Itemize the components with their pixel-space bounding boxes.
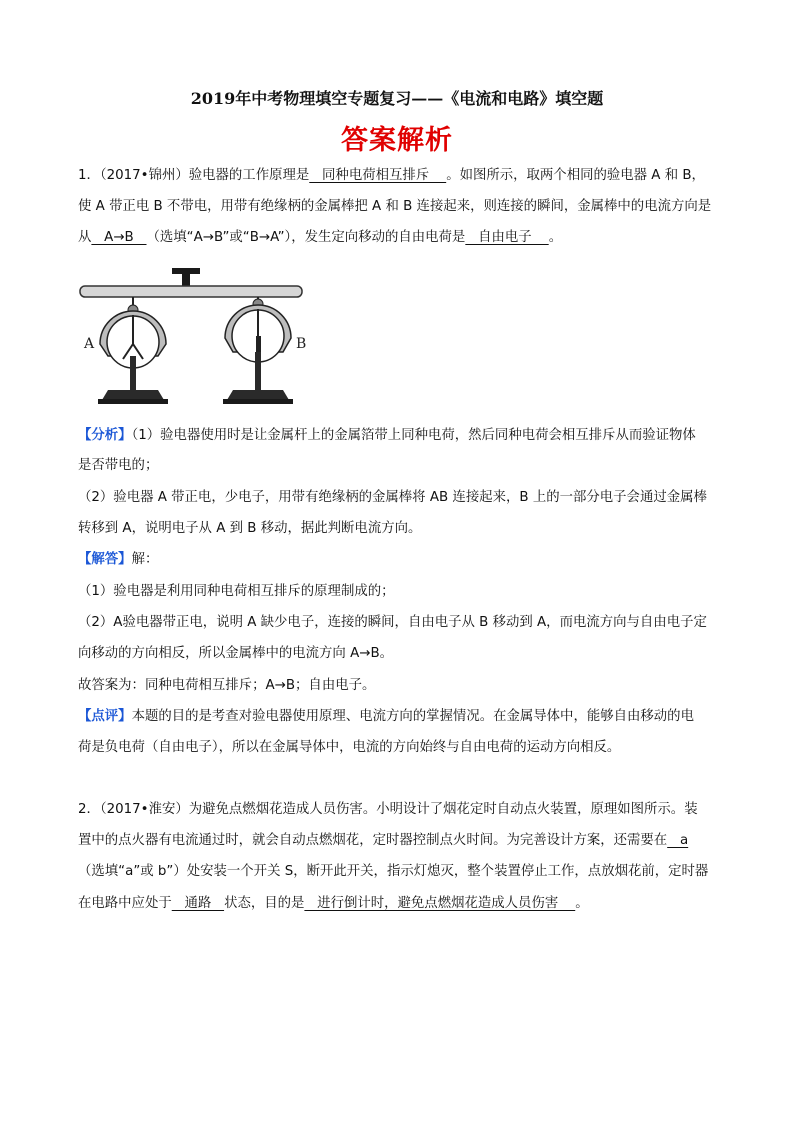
q1-analysis-line-2: 是否带电的；: [78, 458, 159, 473]
q1-analysis-line-1: [78, 426, 728, 446]
q1-answer-line-4: 故答案为：同种电荷相互排斥；A→B；自由电子。: [78, 678, 376, 693]
q1-comment-line-1: [78, 707, 728, 727]
q2-answer-blank-1: a: [667, 833, 689, 848]
q1-stem-text: 1．（2017•锦州）验电器的工作原理是: [78, 168, 310, 183]
q1-answer-line-2: （2）A验电器带正电，说明 A 缺少电子，连接的瞬间，自由电子从 B 移动到 A，而电流方向与自由电子定: [78, 615, 707, 630]
comment-text: 本题的目的是考查对验电器使用原理、电流方向的掌握情况。在金属导体中，能够自由移动的电: [131, 709, 694, 724]
q1-stem-text: 。如图所示，取两个相同的验电器 A 和 B，: [446, 168, 705, 183]
q1-analysis-line-3: （2）验电器 A 带正电，少电子，用带有绝缘柄的金属棒将 AB 连接起来，B 上的一部分电子会通过金属棒: [78, 490, 707, 505]
q2-answer-blank-2: 通路: [171, 896, 225, 911]
q1-answer-blank-3: 自由电子: [465, 230, 549, 245]
answer-tag: 【解答】: [78, 552, 132, 567]
q2-line-4: [78, 894, 728, 914]
q2-line-1: 2．（2017•淮安）为避免点燃烟花造成人员伤害。小明设计了烟花定时自动点火装置，原理如图所示。装: [78, 802, 698, 817]
q2-text: 在电路中应处于: [78, 896, 172, 911]
q2-text: 状态，目的是: [224, 896, 305, 911]
rod-handle-stem: [182, 273, 190, 287]
electroscope-b: [223, 297, 293, 404]
q2-line-2: [78, 831, 728, 851]
q2-text: 。: [575, 896, 589, 911]
electroscope-figure: [78, 262, 318, 412]
q1-answer-blank-2: A→B: [91, 230, 147, 245]
q2-answer-blank-3: 进行倒计时，避免点燃烟花造成人员伤害: [304, 896, 576, 911]
q1-stem-text: 从: [78, 230, 92, 245]
analysis-text: （1）验电器使用时是让金属杆上的金属箔带上同种电荷，然后同种电荷会相互排斥从而验证物体: [131, 428, 696, 443]
q1-answer-line-3: 向移动的方向相反，所以金属棒中的电流方向 A→B。: [78, 646, 394, 661]
q1-answer-line-1: （1）验电器是利用同种电荷相互排斥的原理制成的；: [78, 584, 395, 599]
q1-comment-line-2: 荷是负电荷（自由电子），所以在金属导体中，电流的方向始终与自由电荷的运动方向相反。: [78, 740, 621, 755]
q1-stem-text: （选填“A→B”或“B→A”），发生定向移动的自由电荷是: [146, 230, 466, 245]
label-a: A: [84, 336, 95, 352]
q1-analysis-line-4: 转移到 A，说明电子从 A 到 B 移动，据此判断电流方向。: [78, 521, 422, 536]
q1-stem-line-3: [78, 228, 728, 248]
label-b: B: [296, 336, 307, 352]
q2-line-3: （选填“a”或 b”）处安装一个开关 S，断开此开关，指示灯熄灭，整个装置停止工作，点放烟花前，定时器: [78, 864, 709, 879]
q1-stem-line-2: 使 A 带正电 B 不带电，用带有绝缘柄的金属棒把 A 和 B 连接起来，则连接的瞬间，金属棒中的电流方向是: [78, 199, 712, 214]
document-subtitle: 答案解析: [341, 125, 453, 156]
document-title: 2019年中考物理填空专题复习——《电流和电路》填空题: [190, 89, 604, 108]
q1-stem-text: 。: [548, 230, 563, 245]
metal-rod: [80, 286, 302, 297]
q1-answer-blank-1: 同种电荷相互排斥: [309, 168, 447, 183]
q1-stem-line-1: [78, 166, 728, 186]
comment-tag: 【点评】: [78, 709, 132, 724]
q2-text: 置中的点火器有电流通过时，就会自动点燃烟花，定时器控制点火时间。为完善设计方案，还需要在: [78, 833, 668, 848]
q1-answer-head: [78, 550, 728, 570]
electroscope-a: [98, 297, 168, 404]
answer-head-text: 解：: [131, 552, 159, 567]
analysis-tag: 【分析】: [78, 428, 132, 443]
